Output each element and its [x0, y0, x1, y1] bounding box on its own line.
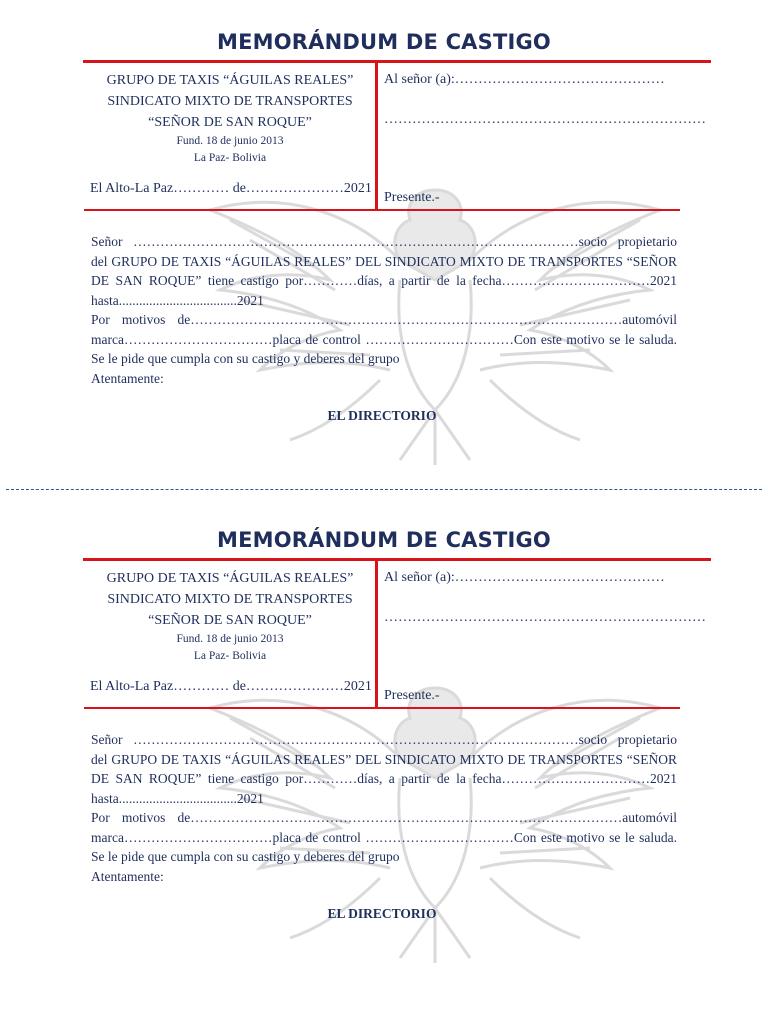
- org-name: GRUPO DE TAXIS “ÁGUILAS REALES”: [106, 571, 354, 586]
- signature: EL DIRECTORIO: [327, 906, 437, 921]
- body-paragraph-2: Por motivos de……………………………………………………………………………………automóvil marca……………………………placa de control ……………………………Con este motivo se le saluda.: [91, 810, 677, 845]
- section-rule: [84, 209, 680, 211]
- org-union: SINDICATO MIXTO DE TRANSPORTES: [107, 94, 353, 109]
- location: La Paz- Bolivia: [193, 152, 267, 164]
- organization-header: [84, 568, 376, 665]
- recipient-line-2: ……………………………………………………………: [384, 112, 706, 127]
- org-name: GRUPO DE TAXIS “ÁGUILAS REALES”: [106, 73, 354, 88]
- closing-request: Se le pide que cumpla con su castigo y deberes del grupo: [91, 351, 400, 366]
- signature: EL DIRECTORIO: [327, 408, 437, 423]
- org-union: SINDICATO MIXTO DE TRANSPORTES: [107, 592, 353, 607]
- closing-request: Se le pide que cumpla con su castigo y deberes del grupo: [91, 849, 400, 864]
- closing-salutation: Atentamente:: [91, 868, 164, 884]
- presente-label: Presente.-: [384, 190, 440, 205]
- organization-header: [84, 70, 376, 167]
- founded-date: Fund. 18 de junio 2013: [176, 633, 284, 645]
- date-line: El Alto-La Paz………… de…………………2021: [90, 679, 372, 694]
- recipient-line-2: ……………………………………………………………: [384, 610, 706, 625]
- recipient-line: Al señor (a):………………………………………: [384, 72, 665, 87]
- body-paragraph-2: Por motivos de……………………………………………………………………………………automóvil marca……………………………placa de control ……………………………Con este motivo se le saluda.: [91, 312, 677, 347]
- memo-title: MEMORÁNDUM DE CASTIGO: [217, 528, 551, 552]
- header-rule: [83, 558, 711, 561]
- memo-title: MEMORÁNDUM DE CASTIGO: [217, 30, 551, 54]
- founded-date: Fund. 18 de junio 2013: [176, 135, 284, 147]
- memorandum-top: [0, 0, 768, 480]
- closing-salutation: Atentamente:: [91, 370, 164, 386]
- date-line: El Alto-La Paz………… de…………………2021: [90, 181, 372, 196]
- body-paragraph-1: Señor ………………………………………………………………………………………socio propietario del GRUPO DE TAXIS “ÁGUILAS REALES” DEL SINDICATO MIXTO DE TRANSPORTES “SEÑOR DE SAN ROQUE” tiene castigo por…………días, a partir de la fecha……………………………2021 hasta...................................2021: [91, 234, 677, 308]
- presente-label: Presente.-: [384, 688, 440, 703]
- header-rule: [83, 60, 711, 63]
- section-rule: [84, 707, 680, 709]
- memo-body: [91, 232, 677, 388]
- cut-line: [6, 489, 762, 490]
- org-patron: “SEÑOR DE SAN ROQUE”: [148, 115, 312, 130]
- recipient-line: Al señor (a):………………………………………: [384, 570, 665, 585]
- memo-body: [91, 730, 677, 886]
- location: La Paz- Bolivia: [193, 650, 267, 662]
- memorandum-bottom: [0, 498, 768, 978]
- body-paragraph-1: Señor ………………………………………………………………………………………socio propietario del GRUPO DE TAXIS “ÁGUILAS REALES” DEL SINDICATO MIXTO DE TRANSPORTES “SEÑOR DE SAN ROQUE” tiene castigo por…………días, a partir de la fecha……………………………2021 hasta...................................2021: [91, 732, 677, 806]
- org-patron: “SEÑOR DE SAN ROQUE”: [148, 613, 312, 628]
